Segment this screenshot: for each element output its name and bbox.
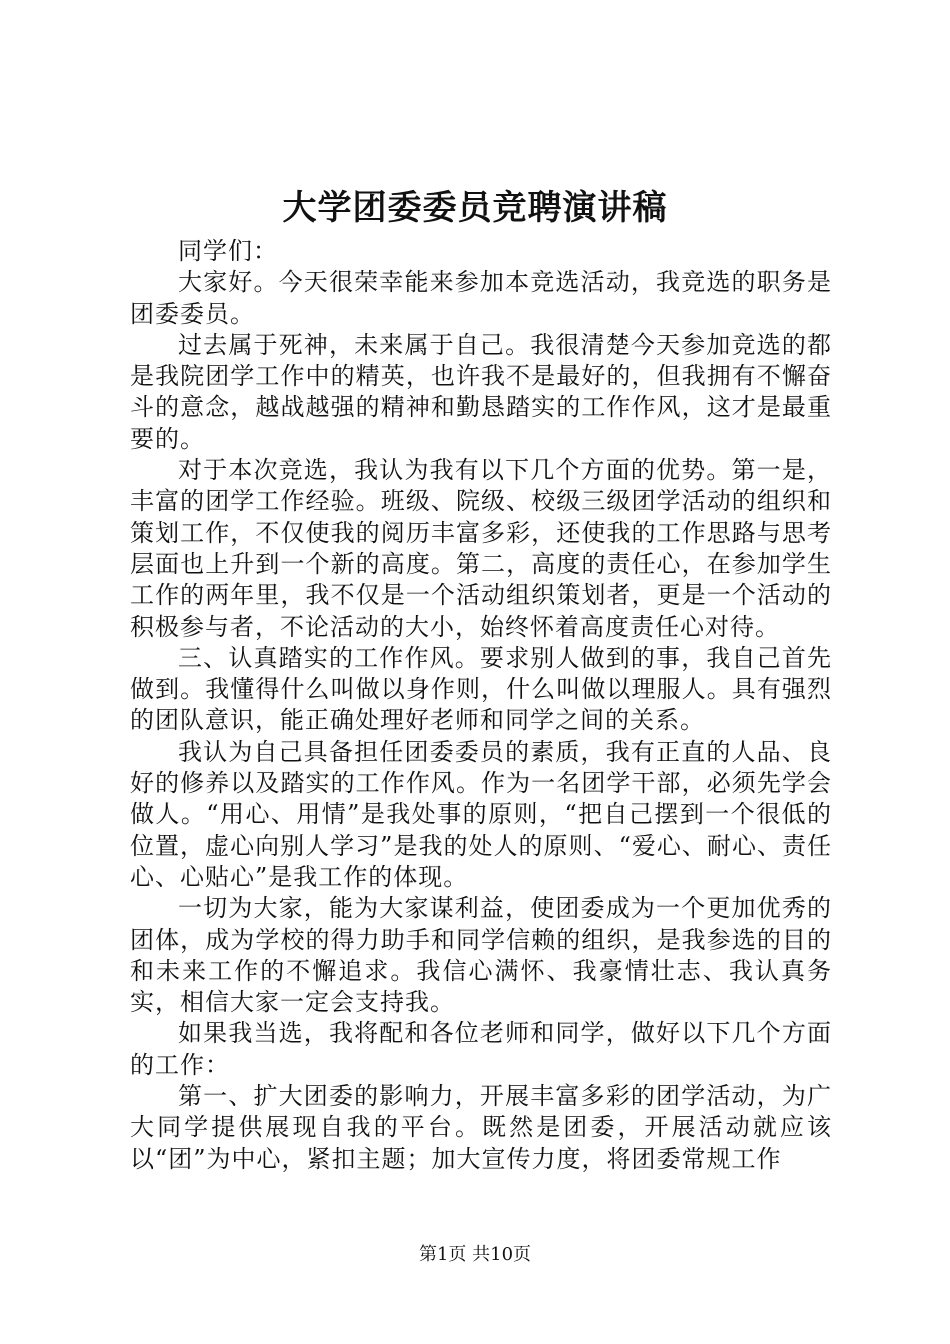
paragraph-greeting: 同学们： bbox=[178, 237, 278, 265]
paragraph-goals: 一切为大家，能为大家谋利益，使团委成为一个更加优秀的团体，成为学校的得力助手和同学信赖的组织，是我参选的目的和未来工作的不懈追求。我信心满怀、我豪情壮志、我认真务实，相信大家一定会支持我。 bbox=[130, 894, 832, 1017]
document-body bbox=[130, 236, 832, 1175]
page-footer: 第1页 共10页 bbox=[418, 1244, 532, 1265]
paragraph-work-style: 三、认真踏实的工作作风。要求别人做到的事，我自己首先做到。我懂得什么叫做以身作则，什么叫做以理服人。具有强烈的团队意识，能正确处理好老师和同学之间的关系。 bbox=[130, 643, 832, 735]
paragraph-plan-first: 第一、扩大团委的影响力，开展丰富多彩的团学活动，为广大同学提供展现自我的平台。既然是团委，开展活动就应该以“团”为中心，紧扣主题；加大宣传力度，将团委常规工作 bbox=[130, 1082, 832, 1173]
paragraph-plans-intro: 如果我当选，我将配和各位老师和同学，做好以下几个方面的工作： bbox=[130, 1019, 832, 1079]
paragraph-intro: 大家好。今天很荣幸能来参加本竞选活动，我竞选的职务是团委委员。 bbox=[130, 268, 832, 328]
paragraph-qualities: 我认为自己具备担任团委委员的素质，我有正直的人品、良好的修养以及踏实的工作作风。作为一名团学干部，必须先学会做人。“用心、用情”是我处事的原则，“把自己摆到一个很低的位置，虚心向别人学习”是我的处人的原则、“爱心、耐心、责任心、心贴心”是我工作的体现。 bbox=[130, 737, 832, 891]
document-title: 大学团委委员竞聘演讲稿 bbox=[282, 188, 668, 228]
paragraph-advantages: 对于本次竞选，我认为我有以下几个方面的优势。第一是，丰富的团学工作经验。班级、院级、校级三级团学活动的组织和策划工作，不仅使我的阅历丰富多彩，还使我的工作思路与思考层面也上升到一个新的高度。第二，高度的责任心，在参加学生工作的两年里，我不仅是一个活动组织策划者，更是一个活动的积极参与者，不论活动的大小，始终怀着高度责任心对待。 bbox=[130, 456, 832, 641]
paragraph-past-future: 过去属于死神，未来属于自己。我很清楚今天参加竞选的都是我院团学工作中的精英，也许我不是最好的，但我拥有不懈奋斗的意念，越战越强的精神和勤恳踏实的工作作风，这才是最重要的。 bbox=[130, 330, 832, 453]
